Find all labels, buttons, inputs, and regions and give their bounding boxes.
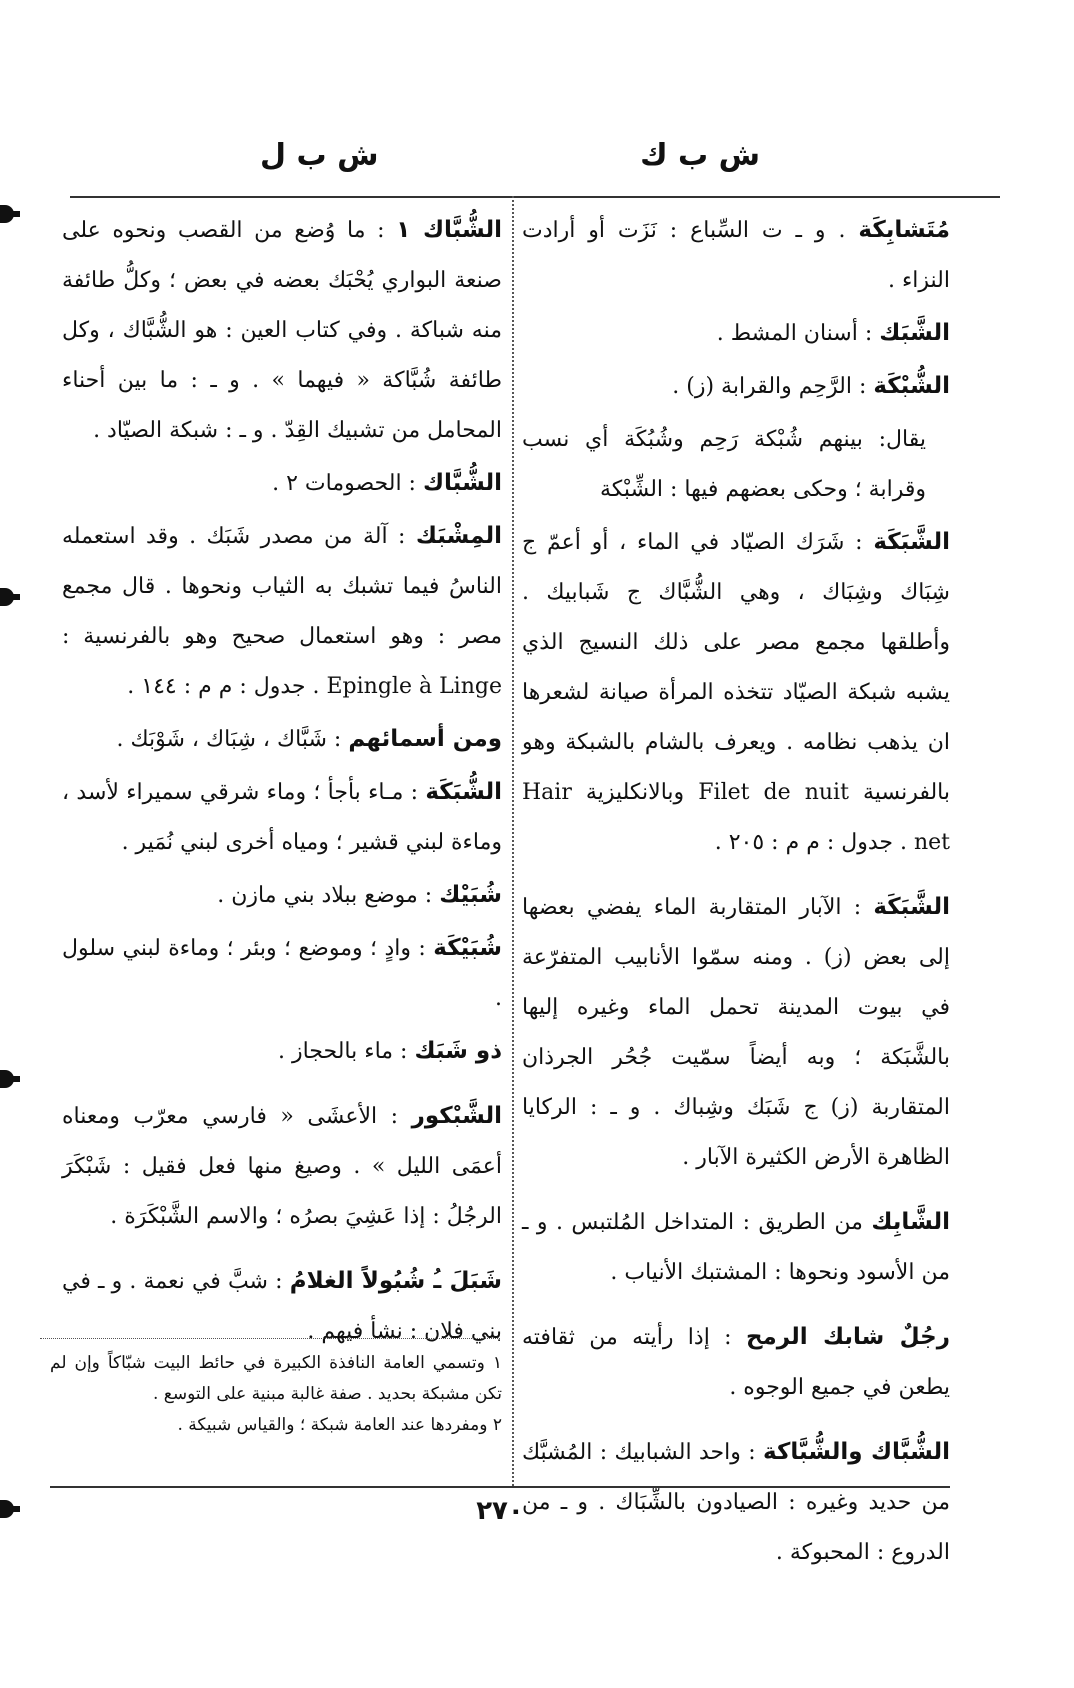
bottom-rule [50,1486,950,1488]
headword: الشَّبَك [879,320,950,346]
headword: شُبَيْكَة [433,935,502,961]
headword: الشَّبَكَة [873,529,950,555]
definition: يقال: بينهم شُبْكة رَحِم وشُبُكَة أي نسب وقرابة ؛ وحكى بعضهم فيها : الشِّبْكة [522,427,926,502]
definition: : شَرَك الصيّاد في الماء ، أو أعمّ ج شِبَاك وشِبَاك ، وهي الشُّبَّاك ج شَبابيك . وأطلقها مجمع مصر على ذلك النسيج الذي يشبه شبكة الصيّاد تتخذه المرأة صيانة لشعرها ان يذهب نظامه . ويعرف بالشام بالشبكة وهو بالفرنسية Filet de nuit وبالانكليزية Hair net . جدول : م م : ٢٠٥ . [522,530,950,855]
page-number: ٢٧٠ [476,1496,524,1526]
definition: : إذا رأيته من ثقافته يطعن في جميع الوجوه . [522,1325,950,1400]
running-header [60,138,990,178]
entry [522,361,950,412]
entry [522,205,950,306]
definition: : وادٍ ؛ وموضع ؛ وبئر ؛ وماءة لبني سلول . [62,936,502,1011]
definition: : الرَّحِم والقرابة (ز) . [672,374,867,399]
definition: . و ـ ت السِّباع : نَزَت أو أرادت النزاء . [522,218,950,293]
headword: رجُلٌ شابك الرمح [745,1324,950,1350]
binding-hole-mark [0,588,14,606]
headword: ومن أسمائهم [348,726,502,752]
headword: ذو شَبَك [414,1038,502,1064]
definition: : الأعشَى « فارسي معرّب ومعناه أعمَى الليل » . وصيغ منها فعل فقيل : شَبْكَرَ الرجُلُ : إذا عَشِيَ بصرُه ؛ والاسم الشَّبْكَرَة . [62,1104,502,1229]
entry [62,870,502,921]
footnote: ١ وتسمي العامة النافذة الكبيرة في حائط البيت شبّاكاً وإن لم تكن مشبكة بحديد . صفة غالبة مبنية على التوسع . [50,1353,502,1404]
entry [62,1091,502,1242]
definition: : الحصومات ٢ . [272,471,416,496]
headword: مُتَشابِكَة [858,217,951,243]
entry [62,923,502,1024]
entry [62,767,502,868]
headword: الشَّابِك [871,1209,950,1235]
entry [62,714,502,765]
footnote-rule [40,1338,500,1339]
headword: الشَّبْكور [411,1103,502,1129]
definition: : شبَّ في نعمة . و ـ في بني فلان : نشأ فيهم . [62,1269,502,1344]
top-rule [70,196,1000,198]
definition: : ماء بالحجاز . [277,1039,408,1064]
definition: : ما وُضع من القصب ونحوه على صنعة البواري يُحْبَك بعضه في بعض ؛ وكلُّ طائفة منه شباكة . وفي كتاب العين : هو الشُّبَّاك ، وكل طائفة شُبَّاكة « فيهما » . و ـ : ما بين أحناء المحامل من تشبيك القِدّ . و ـ : شبكة الصيّاد . [62,218,502,443]
definition: : أسنان المشط . [716,321,873,346]
definition: : واحد الشبابيك : المُشبَّك من حديد وغيره : الصيادون بالشِّبَاك . و ـ من الدروع : المحبوكة . [522,1440,950,1565]
definition: : موضع ببلاد بني مازن . [217,883,433,908]
entry [522,1197,950,1298]
definition: : الآبار المتقاربة الماء يفضي بعضها إلى بعض (ز) . ومنه سمّوا الأنابيب المتفرّعة في بيوت المدينة تحمل الماء وغيره إليها بالشَّبَكة ؛ وبه أيضاً سمّيت جُحُر الجرذان المتقاربة (ز) ج شَبَك وشِباك . و ـ : الركايا الظاهرة الأرض الكثيرة الآبار . [522,895,950,1170]
column-divider [512,196,514,1486]
header-root-left: ش ب ل [260,138,379,173]
headword: شَبَلَ ـُ شُبُولاً الغلامُ [289,1268,502,1294]
entry [522,517,950,868]
footnotes [50,1348,502,1441]
entry [62,511,502,712]
entry [522,308,950,359]
entry [522,882,950,1183]
definition: : آلة من مصدر شَبَك . وقد استعمله الناسُ فيما تشبك به الثياب ونحوها . قال مجمع مصر : وهو استعمال صحيح وهو بالفرنسية : Epingle à Linge . جدول : م م : ١٤٤ . [62,524,502,699]
entry [62,1026,502,1077]
entry [62,458,502,509]
headword: الشُّبَّاك [422,470,502,496]
entry [522,1312,950,1413]
headword: الشُّبَكَة [425,779,502,805]
headword: الشُّبَّاك ١ [396,217,502,243]
footnote: ٢ ومفردها عند العامة شبكة ؛ والقياس شبيكة . [177,1415,502,1435]
headword: شُبَيْك [439,882,502,908]
left-column [62,205,502,1344]
headword: الشُّبْكَة [873,373,950,399]
headword: الشُّبَّاك والشُّبَّاكة [763,1439,951,1465]
definition: : مـاء بأجأ ؛ وماء شرقي سميراء لأسد ، وماءة لبني قشير ؛ ومياه أخرى لبني نُمَير . [62,780,502,855]
definition: من الطريق : المتداخل المُلتبس . و ـ من الأسود ونحوها : المشتبك الأنياب . [522,1210,950,1285]
entry [62,1256,502,1357]
entry [62,205,502,456]
binding-hole-mark [0,1070,14,1088]
headword: المِشْبَك [415,523,502,549]
header-root-right: ش ب ك [640,138,760,173]
right-column [522,205,950,1580]
headword: الشَّبَكَة [873,894,950,920]
definition: : شَبَّاك ، شِبَاك ، شَوْبَك . [116,727,342,752]
binding-hole-mark [0,205,14,223]
entry [522,414,950,515]
